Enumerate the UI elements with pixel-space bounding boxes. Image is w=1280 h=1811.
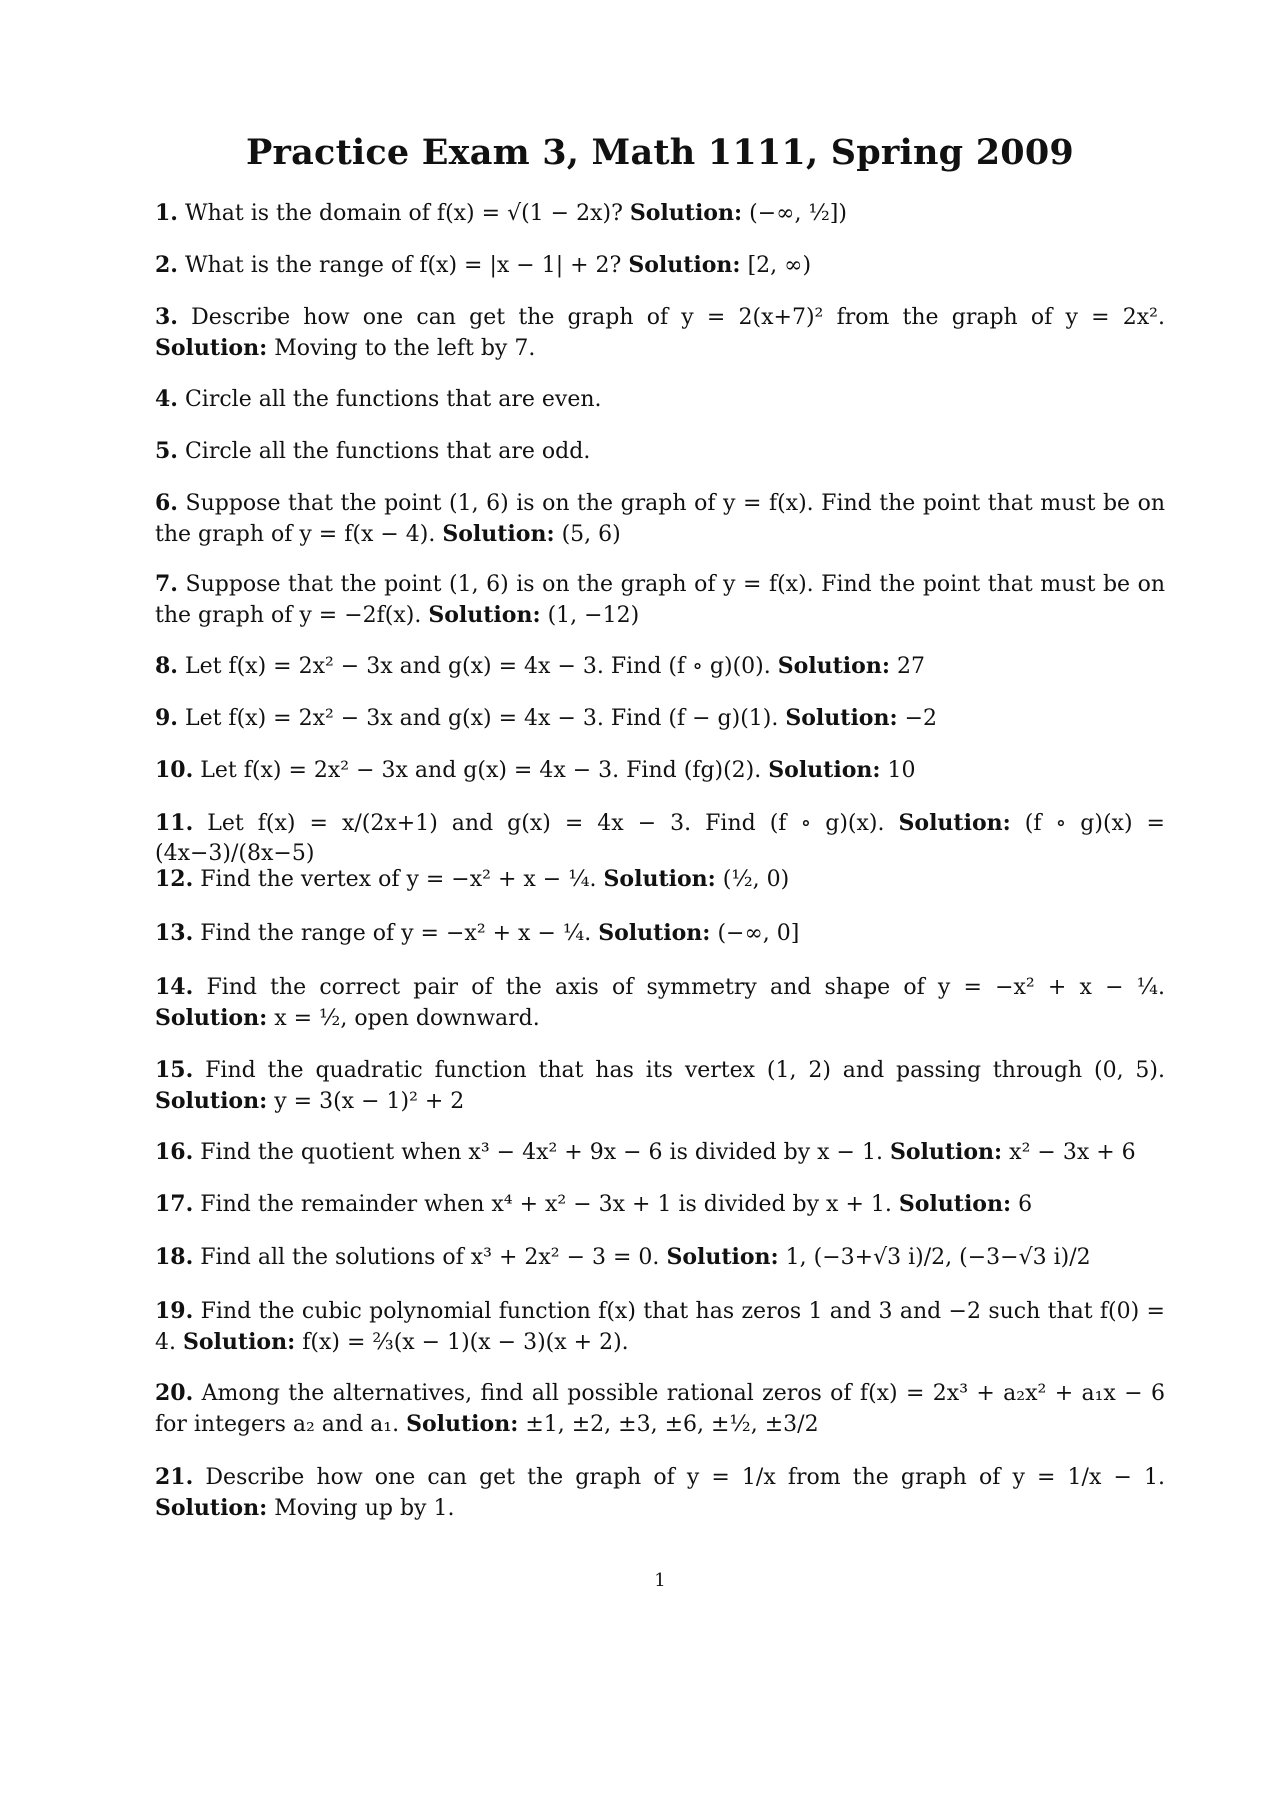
- problem-solution: (f ∘ g)(x) = (4x−3)/(8x−5): [155, 811, 1165, 866]
- problem-question: Circle all the functions that are even.: [184, 387, 602, 412]
- problem-solution: (5, 6): [561, 522, 621, 547]
- problem-number: 11.: [155, 810, 194, 836]
- problem-20: [155, 1378, 1165, 1440]
- problem-2: [155, 250, 1165, 281]
- problem-question: Find all the solutions of x³ + 2x² − 3 = 0.: [200, 1245, 660, 1270]
- problem-number: 20.: [155, 1380, 194, 1406]
- solution-label: Solution:: [889, 1139, 1003, 1165]
- problem-question: Let f(x) = x/(2x+1) and g(x) = 4x − 3. Find (f ∘ g)(x).: [207, 811, 885, 836]
- problem-6: [155, 488, 1165, 550]
- solution-label: Solution:: [155, 1495, 268, 1521]
- problem-13: [155, 918, 1165, 949]
- problem-solution: (1, −12): [547, 603, 640, 628]
- problem-solution: [2, ∞): [747, 253, 812, 278]
- problem-number: 21.: [155, 1464, 194, 1490]
- solution-label: Solution:: [155, 1088, 268, 1114]
- problem-9: [155, 703, 1165, 734]
- problem-number: 6.: [155, 490, 178, 516]
- problem-solution: f(x) = ⅔(x − 1)(x − 3)(x + 2).: [302, 1330, 629, 1355]
- problem-number: 15.: [155, 1057, 194, 1083]
- problem-question: Among the alternatives, find all possible rational zeros of f(x) = 2x³ + a₂x² + a₁x − 6 for integers a₂ and a₁.: [155, 1381, 1165, 1437]
- problem-question: Find the quadratic function that has its vertex (1, 2) and passing through (0, 5).: [205, 1058, 1165, 1083]
- solution-label: Solution:: [628, 252, 741, 278]
- problem-solution: x² − 3x + 6: [1009, 1140, 1136, 1165]
- problem-solution: Moving to the left by 7.: [274, 336, 536, 361]
- solution-label: Solution:: [629, 200, 743, 226]
- problem-question: Let f(x) = 2x² − 3x and g(x) = 4x − 3. Find (fg)(2).: [200, 758, 762, 783]
- solution-label: Solution:: [442, 521, 555, 547]
- problem-solution: Moving up by 1.: [274, 1496, 455, 1521]
- problem-7: [155, 569, 1165, 631]
- problem-number: 9.: [155, 705, 178, 731]
- problem-number: 17.: [155, 1191, 194, 1217]
- solution-label: Solution:: [898, 810, 1011, 836]
- problem-10: [155, 755, 1165, 786]
- problem-solution: −2: [904, 706, 938, 731]
- problem-solution: (−∞, ½]): [749, 201, 847, 226]
- problem-solution: 27: [896, 654, 925, 679]
- problem-solution: (½, 0): [722, 867, 790, 892]
- problem-number: 2.: [155, 252, 178, 278]
- solution-label: Solution:: [406, 1411, 519, 1437]
- problem-number: 1.: [155, 200, 178, 226]
- problem-solution: 1, (−3+√3 i)/2, (−3−√3 i)/2: [785, 1245, 1091, 1270]
- problem-1: [155, 198, 1165, 229]
- problem-solution: (−∞, 0]: [717, 921, 800, 946]
- solution-label: Solution:: [785, 705, 898, 731]
- problem-question: Find the range of y = −x² + x − ¼.: [200, 921, 592, 946]
- problem-19: [155, 1296, 1165, 1358]
- problem-number: 5.: [155, 438, 178, 464]
- problem-number: 16.: [155, 1139, 194, 1165]
- page-title: Practice Exam 3, Math 1111, Spring 2009: [246, 132, 1074, 173]
- problem-question: What is the range of f(x) = |x − 1| + 2?: [184, 253, 622, 278]
- problem-question: Find the quotient when x³ − 4x² + 9x − 6 is divided by x − 1.: [200, 1140, 883, 1165]
- problem-question: What is the domain of f(x) = √(1 − 2x)?: [184, 201, 623, 226]
- problem-5: [155, 436, 1165, 467]
- problem-question: Let f(x) = 2x² − 3x and g(x) = 4x − 3. Find (f ∘ g)(0).: [184, 654, 771, 679]
- page-number: 1: [654, 1570, 666, 1591]
- solution-label: Solution:: [155, 335, 268, 361]
- problem-solution: y = 3(x − 1)² + 2: [274, 1089, 465, 1114]
- problem-number: 12.: [155, 866, 194, 892]
- problem-14: [155, 972, 1165, 1034]
- problem-4: [155, 384, 1165, 415]
- problem-solution: 10: [887, 758, 916, 783]
- problem-number: 14.: [155, 974, 194, 1000]
- solution-label: Solution:: [898, 1191, 1012, 1217]
- solution-label: Solution:: [777, 653, 890, 679]
- problem-21: [155, 1462, 1165, 1524]
- problem-number: 7.: [155, 571, 178, 597]
- problem-11: [155, 808, 1165, 869]
- solution-label: Solution:: [598, 920, 711, 946]
- problem-18: [155, 1242, 1165, 1273]
- solution-label: Solution:: [428, 602, 541, 628]
- problem-solution: ±1, ±2, ±3, ±6, ±½, ±3/2: [525, 1412, 819, 1437]
- problem-3: [155, 302, 1165, 364]
- problem-12: [155, 864, 1165, 895]
- problem-question: Find the vertex of y = −x² + x − ¼.: [200, 867, 597, 892]
- problem-question: Describe how one can get the graph of y = 2(x+7)² from the graph of y = 2x².: [191, 305, 1165, 330]
- solution-label: Solution:: [603, 866, 716, 892]
- problem-16: [155, 1137, 1165, 1168]
- problem-number: 4.: [155, 386, 178, 412]
- problem-15: [155, 1055, 1165, 1117]
- problem-8: [155, 651, 1165, 682]
- problem-question: Find the remainder when x⁴ + x² − 3x + 1 is divided by x + 1.: [200, 1192, 892, 1217]
- problem-number: 13.: [155, 920, 194, 946]
- solution-label: Solution:: [768, 757, 881, 783]
- problem-question: Find the cubic polynomial function f(x) that has zeros 1 and 3 and −2 such that f(0) = 4.: [155, 1299, 1165, 1355]
- problem-number: 10.: [155, 757, 194, 783]
- problem-number: 8.: [155, 653, 178, 679]
- solution-label: Solution:: [183, 1329, 296, 1355]
- problem-question: Circle all the functions that are odd.: [184, 439, 591, 464]
- problem-number: 19.: [155, 1298, 194, 1324]
- problem-number: 3.: [155, 304, 178, 330]
- problem-question: Let f(x) = 2x² − 3x and g(x) = 4x − 3. Find (f − g)(1).: [184, 706, 779, 731]
- solution-label: Solution:: [155, 1005, 268, 1031]
- problem-solution: 6: [1018, 1192, 1033, 1217]
- problem-solution: x = ½, open downward.: [274, 1006, 540, 1031]
- problem-number: 18.: [155, 1244, 194, 1270]
- problem-17: [155, 1189, 1165, 1220]
- problem-question: Suppose that the point (1, 6) is on the graph of y = f(x). Find the point that must be on the graph of y = −2f(x).: [155, 572, 1165, 628]
- exam-page: [155, 0, 1165, 1811]
- solution-label: Solution:: [666, 1244, 779, 1270]
- problem-question: Find the correct pair of the axis of symmetry and shape of y = −x² + x − ¼.: [206, 975, 1165, 1000]
- problem-question: Describe how one can get the graph of y = 1/x from the graph of y = 1/x − 1.: [205, 1465, 1166, 1490]
- problem-question: Suppose that the point (1, 6) is on the graph of y = f(x). Find the point that must be on the graph of y = f(x − 4).: [155, 491, 1165, 547]
